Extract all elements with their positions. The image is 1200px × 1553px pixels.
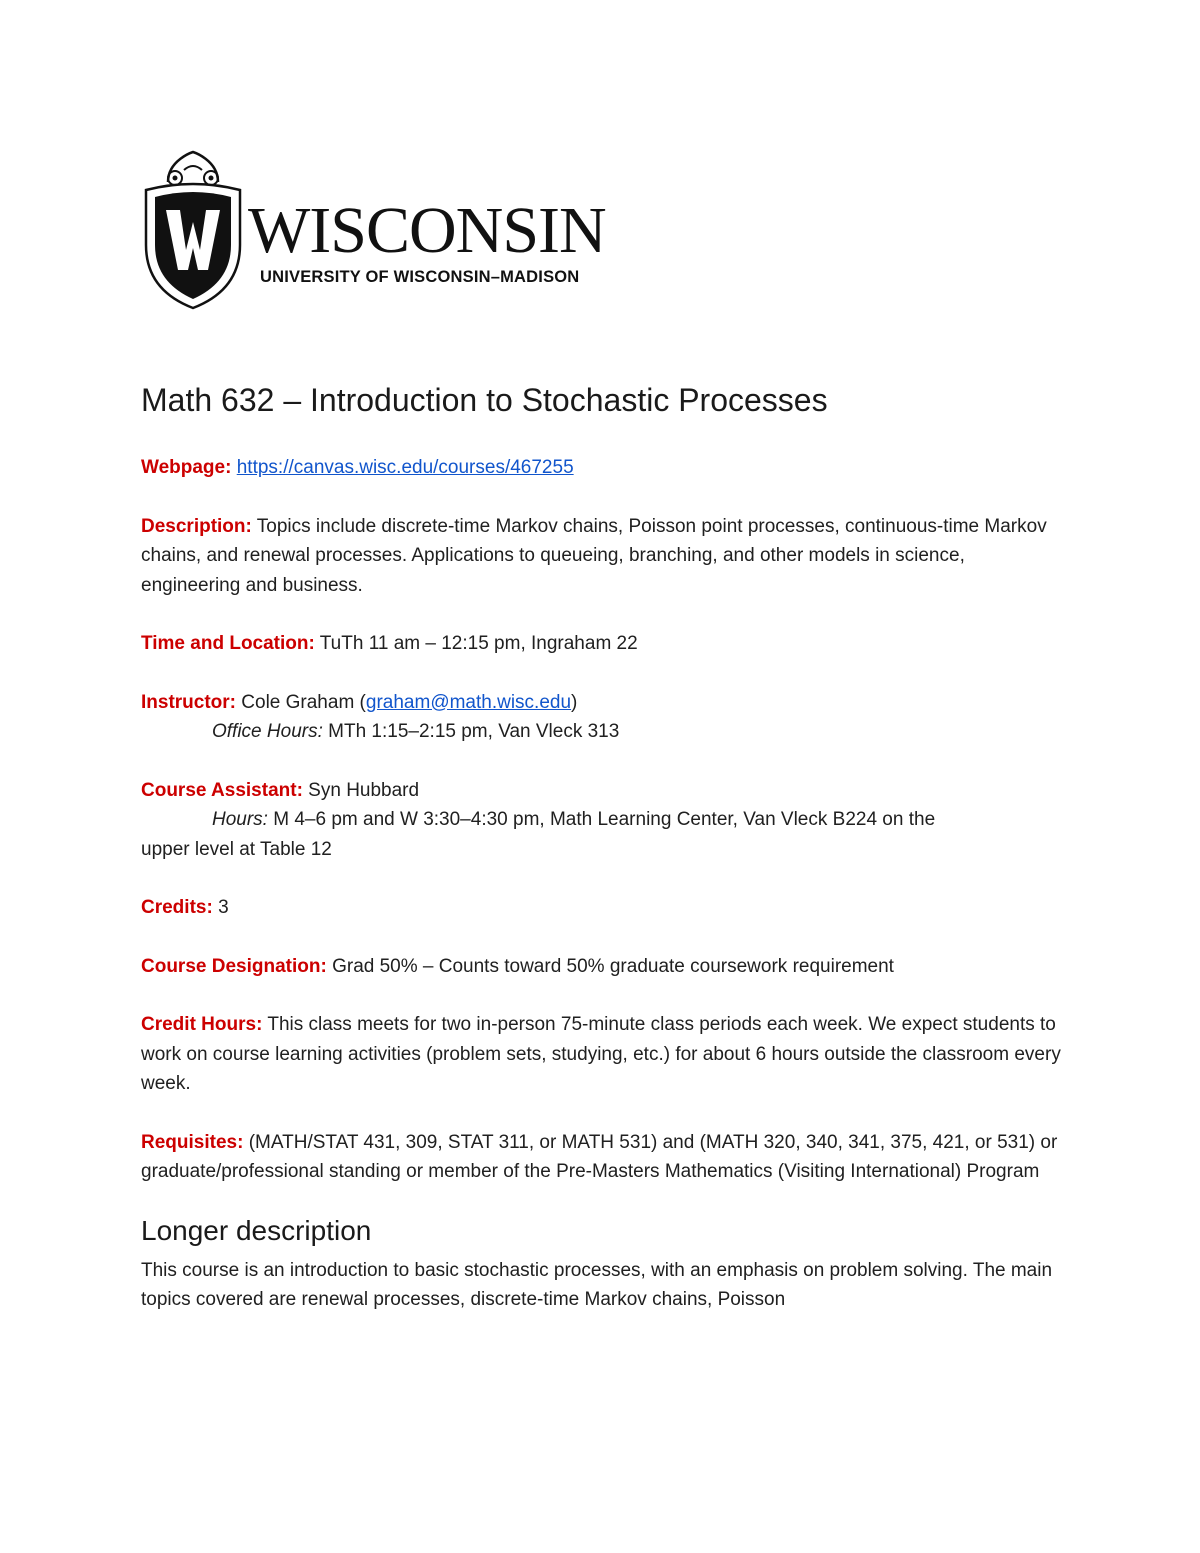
instructor-field xyxy=(141,688,1061,718)
instructor-label: Instructor: xyxy=(141,691,236,713)
time-location-label: Time and Location: xyxy=(141,633,315,654)
credit-hours-field xyxy=(141,1010,1061,1099)
credit-hours-label: Credit Hours: xyxy=(141,1014,263,1035)
credits-field xyxy=(141,893,1061,923)
course-assistant-name: Syn Hubbard xyxy=(308,779,420,801)
longer-description-text: This course is an introduction to basic stochastic processes, with an emphasis on problem solving. The main topics covered are renewal processes, discrete-time Markov chains, Poisson xyxy=(141,1259,1053,1310)
description-label: Description: xyxy=(141,515,252,537)
course-assistant-label: Course Assistant: xyxy=(141,779,303,801)
syllabus-content xyxy=(141,378,1061,1315)
credits-value: 3 xyxy=(218,897,229,918)
office-hours-text: MTh 1:15–2:15 pm, Van Vleck 313 xyxy=(328,721,620,742)
instructor-close-paren: ) xyxy=(571,691,578,713)
description-field xyxy=(141,512,1061,601)
course-title: Math 632 – Introduction to Stochastic Processes xyxy=(141,382,828,418)
requisites-field xyxy=(141,1128,1061,1187)
webpage-field xyxy=(141,453,1061,483)
time-location-text: TuTh 11 am – 12:15 pm, Ingraham 22 xyxy=(319,633,638,654)
office-hours-field xyxy=(141,717,1061,747)
designation-field xyxy=(141,952,1061,982)
logo-wordmark: WISCONSIN xyxy=(248,194,606,267)
requisites-text: (MATH/STAT 431, 309, STAT 311, or MATH 531) and (MATH 320, 340, 341, 375, 421, or 531) or graduate/professional standing or member of the Pre-Masters Mathematics (Visiting International) Program xyxy=(141,1131,1058,1182)
course-assistant-field xyxy=(141,776,1061,806)
logo-subtitle: UNIVERSITY OF WISCONSIN–MADISON xyxy=(260,268,580,286)
instructor-email-link[interactable]: graham@math.wisc.edu xyxy=(365,691,572,713)
designation-label: Course Designation: xyxy=(141,955,327,977)
uw-madison-logo xyxy=(138,150,608,310)
assistant-hours-field xyxy=(141,805,1061,835)
webpage-label: Webpage: xyxy=(141,457,232,478)
assistant-hours-continued: upper level at Table 12 xyxy=(141,838,332,860)
assistant-hours-text: M 4–6 pm and W 3:30–4:30 pm, Math Learning Center, Van Vleck B224 on the xyxy=(273,809,936,830)
longer-description-heading: Longer description xyxy=(141,1214,372,1246)
description-text: Topics include discrete-time Markov chains, Poisson point processes, continuous-time Markov chains, and renewal processes. Applications to queueing, branching, and other models in science, engineering and business. xyxy=(141,515,1047,596)
webpage-link[interactable]: https://canvas.wisc.edu/courses/467255 xyxy=(236,457,574,478)
assistant-hours-label: Hours: xyxy=(212,809,268,830)
credit-hours-text: This class meets for two in-person 75-minute class periods each week. We expect students to work on course learning activities (problem sets, studying, etc.) for about 6 hours outside the classroom every week. xyxy=(141,1014,1061,1094)
uw-crest-icon xyxy=(138,150,248,310)
designation-text: Grad 50% – Counts toward 50% graduate coursework requirement xyxy=(332,955,894,977)
requisites-label: Requisites: xyxy=(141,1131,244,1153)
credits-label: Credits: xyxy=(141,897,213,918)
instructor-name: Cole Graham ( xyxy=(241,691,366,713)
office-hours-label: Office Hours: xyxy=(212,721,323,742)
time-location-field xyxy=(141,629,1061,659)
